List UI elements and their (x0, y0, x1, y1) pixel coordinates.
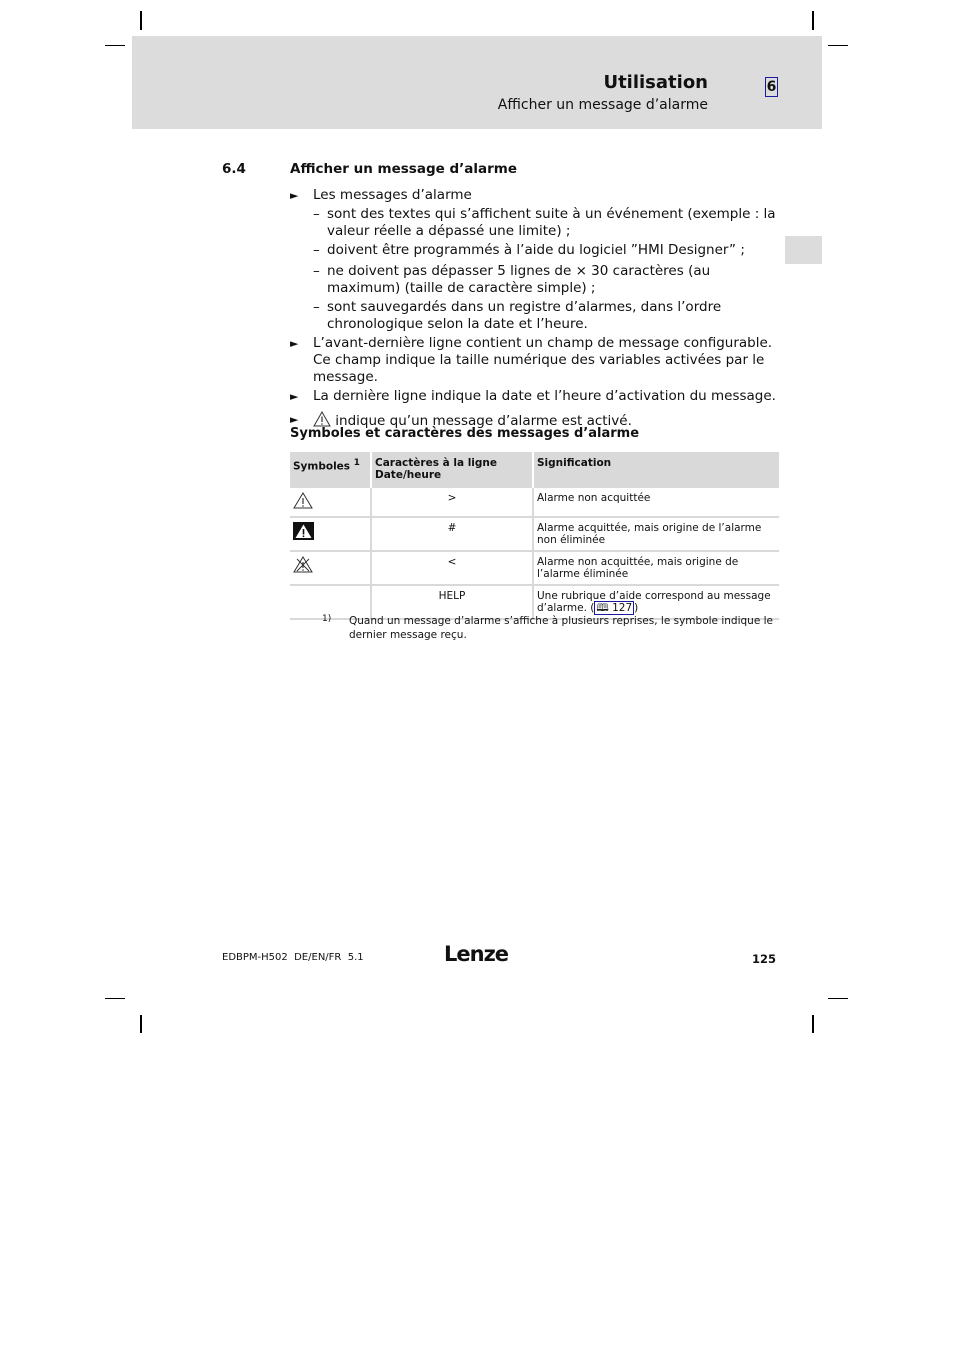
page-number: 125 (752, 952, 777, 966)
col-header-meaning: Signification (533, 452, 779, 487)
dash-text: ne doivent pas dépasser 5 lignes de × 30 caractères (au maximum) (taille de caractère simple) ; (327, 263, 711, 296)
bullet-text: La dernière ligne indique la date et l’heure d’activation du message. (313, 388, 776, 404)
warning-crossed-icon (293, 556, 313, 573)
dash-item (290, 206, 780, 240)
crop-mark (140, 1015, 142, 1033)
crop-mark (105, 998, 125, 999)
warning-outline-icon (313, 411, 331, 427)
chars-cell: > (371, 487, 533, 517)
footnote-text: Quand un message d’alarme s’affiche à plusieurs reprises, le symbole indique le dernier message reçu. (349, 615, 773, 641)
bullet-text: indique qu’un message d’alarme est activé. (335, 413, 632, 429)
meaning-cell: Alarme non acquittée (533, 487, 779, 517)
chars-cell: # (371, 517, 533, 551)
table-heading: Symboles et caractères des messages d’alarme (290, 426, 640, 441)
col-header-chars-line2: Date/heure (375, 469, 442, 481)
bullet-arrow-icon: ► (290, 337, 299, 350)
col-header-chars (371, 452, 533, 487)
footnote-number: 1) (322, 614, 332, 624)
table-header-row (290, 452, 779, 487)
crop-mark (828, 45, 848, 46)
bullet-arrow-icon: ► (290, 413, 299, 426)
dash-item (290, 242, 780, 259)
symbol-cell (290, 517, 371, 551)
section-title: Afficher un message d’alarme (290, 161, 517, 177)
page-reference-number: 127 (612, 602, 633, 614)
bullet-item (290, 335, 780, 386)
chars-cell: HELP (371, 585, 533, 619)
symbols-table (290, 452, 779, 620)
dash-text: sont des textes qui s’affichent suite à un événement (exemple : la valeur réelle a dépassé une limite) ; (327, 206, 776, 239)
page-reference-link[interactable] (594, 601, 634, 615)
col-header-symbols-label: Symboles (293, 460, 351, 473)
table-row (290, 487, 779, 517)
warning-outline-icon (293, 492, 313, 509)
dash-item (290, 263, 780, 297)
warning-filled-icon (293, 522, 314, 540)
dash-icon: – (313, 263, 320, 279)
meaning-cell: Alarme acquittée, mais origine de l’alarme non éliminée (533, 517, 779, 551)
dash-text: doivent être programmés à l’aide du logiciel ”HMI Designer” ; (327, 242, 745, 258)
document-id: EDBPM-H502 DE/EN/FR 5.1 (222, 952, 364, 963)
bullet-arrow-icon: ► (290, 189, 299, 202)
crop-mark (105, 45, 125, 46)
bullet-item (290, 388, 780, 405)
symbol-cell (290, 487, 371, 517)
col-header-symbols (290, 452, 371, 487)
dash-item (290, 299, 780, 333)
meaning-cell: Alarme non acquittée, mais origine de l’alarme éliminée (533, 551, 779, 585)
col-header-chars-line1: Caractères à la ligne (375, 457, 498, 469)
crop-mark (828, 998, 848, 999)
lenze-logo: Lenze (444, 942, 509, 966)
side-tab (785, 236, 822, 264)
bullet-arrow-icon: ► (290, 390, 299, 403)
bullet-text: L’avant-dernière ligne contient un champ de message configurable. Ce champ indique la taille numérique des variables activées par le message. (313, 335, 773, 385)
bullet-list (290, 187, 780, 432)
dash-icon: – (313, 206, 320, 222)
table-row (290, 551, 779, 585)
crop-mark (812, 1015, 814, 1033)
table-row (290, 517, 779, 551)
meaning-text: Une rubrique d’aide correspond au message d’alarme. ( (537, 589, 771, 614)
dash-icon: – (313, 242, 320, 258)
footnote-ref: 1 (353, 458, 360, 468)
dash-icon: – (313, 299, 320, 315)
dash-text: sont sauvegardés dans un registre d’alarmes, dans l’ordre chronologique selon la date et l’heure. (327, 299, 722, 332)
header-band (132, 36, 822, 129)
symbol-cell (290, 551, 371, 585)
chars-cell: < (371, 551, 533, 585)
chapter-number-link[interactable]: 6 (766, 79, 777, 95)
bullet-item (290, 187, 780, 204)
crop-mark (812, 11, 814, 30)
bullet-text: Les messages d’alarme (313, 187, 472, 203)
crop-mark (140, 11, 142, 30)
book-icon: 🕮 (596, 602, 609, 614)
chapter-subtitle: Afficher un message d’alarme (497, 97, 708, 113)
chapter-title: Utilisation (603, 72, 708, 93)
meaning-text-end: ) (634, 602, 639, 614)
section-number: 6.4 (222, 161, 246, 177)
